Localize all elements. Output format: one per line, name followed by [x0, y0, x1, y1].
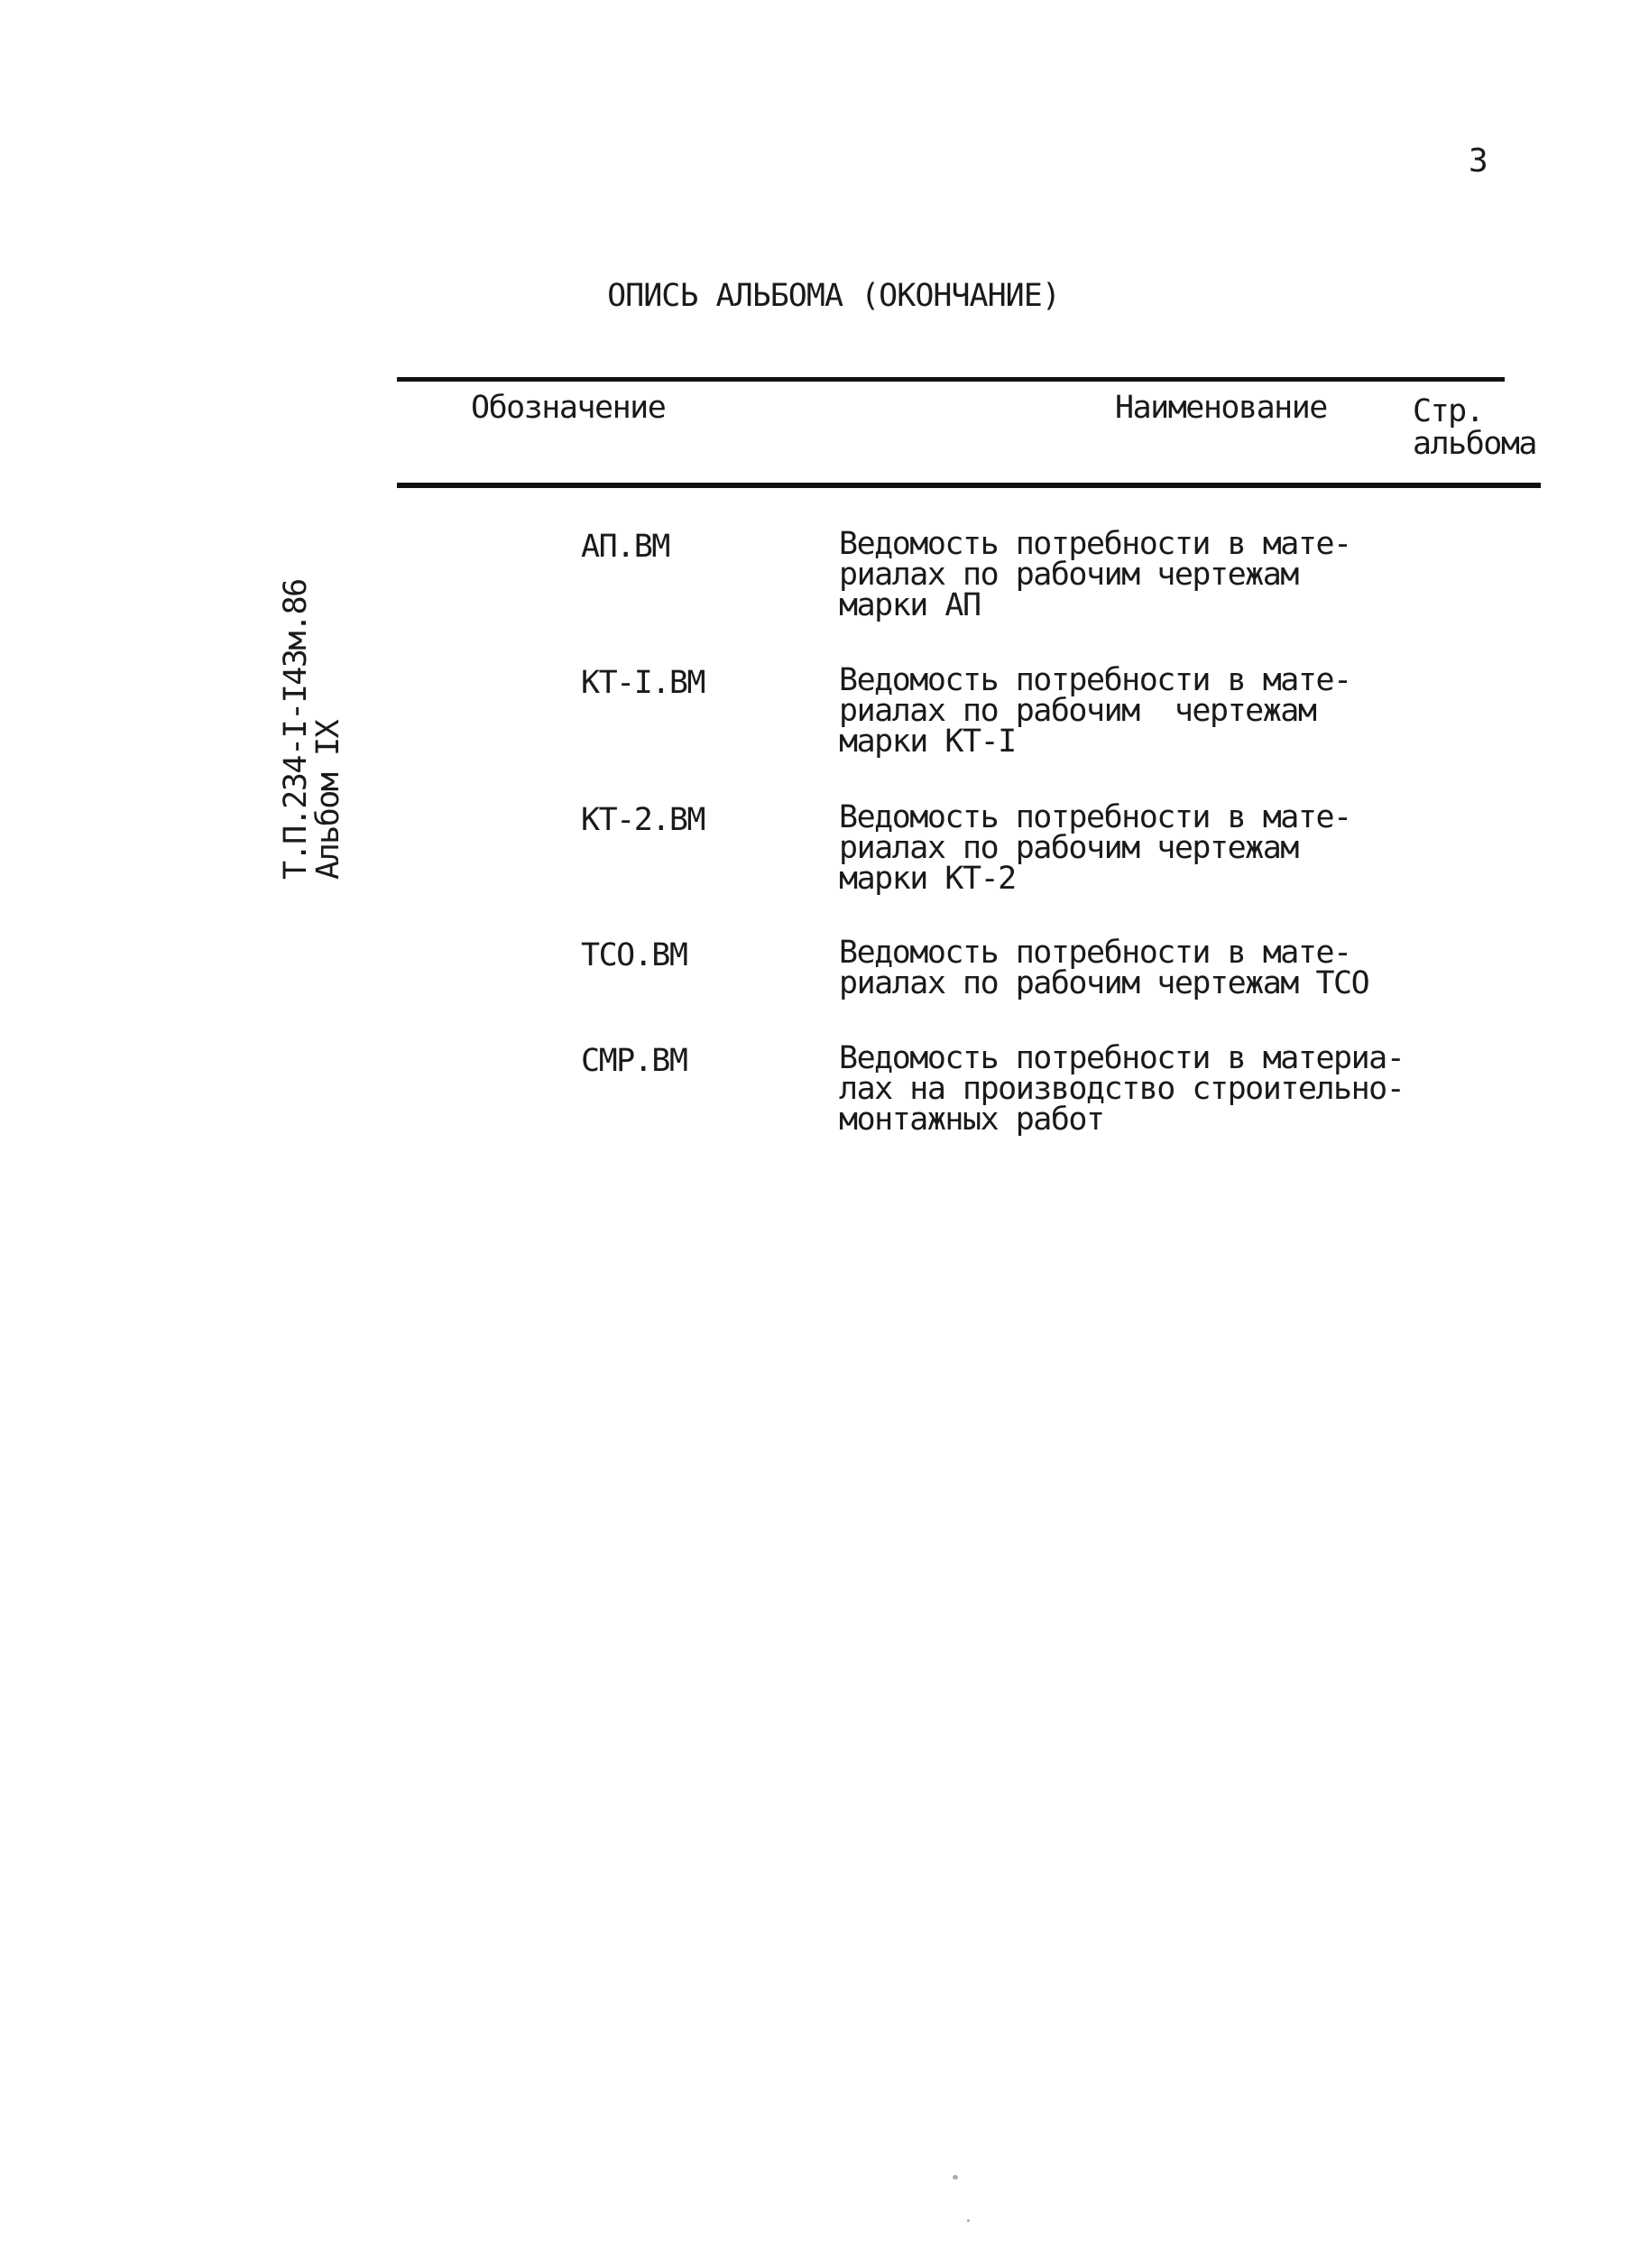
row-name-line: риалах по рабочим чертежам — [839, 557, 1298, 593]
row-name-line: Ведомость потребности в мате- — [839, 526, 1351, 562]
side-note — [280, 579, 345, 880]
row-name-line: марки КТ-2 — [839, 861, 1016, 897]
header-page — [1413, 395, 1536, 460]
scan-speck — [953, 2175, 958, 2180]
row-name-line: Ведомость потребности в мате- — [839, 799, 1351, 835]
document-title: ОПИСЬ АЛЬБОМА (ОКОНЧАНИЕ) — [607, 278, 1060, 314]
table-header-rule — [397, 483, 1541, 488]
header-code: Обозначение — [471, 390, 666, 426]
row-code: КТ-I.ВМ — [581, 665, 705, 701]
row-code: СМР.ВМ — [581, 1043, 687, 1079]
row-name — [839, 799, 1351, 897]
row-name-line: монтажных работ — [839, 1102, 1104, 1138]
header-page-line1: Стр. — [1413, 393, 1484, 429]
row-code: АП.ВМ — [581, 529, 669, 565]
row-name-line: Ведомость потребности в мате- — [839, 935, 1351, 971]
row-name-line: Ведомость потребности в мате- — [839, 662, 1351, 698]
row-name — [839, 1040, 1405, 1138]
table-top-rule — [397, 377, 1505, 382]
scan-speck — [967, 2219, 970, 2222]
row-name-line: риалах по рабочим чертежам ТСО — [839, 965, 1369, 1001]
row-name — [839, 937, 1368, 999]
row-name-line: Ведомость потребности в материа- — [839, 1040, 1405, 1076]
row-name-line: марки КТ-I — [839, 724, 1016, 760]
row-name-line: лах на производство строительно- — [839, 1071, 1405, 1107]
row-name — [839, 662, 1351, 760]
side-note-line1: Т.П.234-I-I43м.86 — [278, 579, 314, 880]
side-note-line2: Альбом IX — [310, 720, 346, 880]
header-page-line2: альбома — [1413, 426, 1537, 462]
header-name: Наименование — [1115, 390, 1327, 426]
row-name-line: риалах по рабочим чертежам — [839, 830, 1298, 866]
row-name — [839, 526, 1351, 623]
page-number: 3 — [1469, 143, 1488, 180]
row-code: ТСО.ВМ — [581, 937, 687, 973]
row-name-line: марки АП — [839, 587, 981, 623]
row-name-line: риалах по рабочим чертежам — [839, 693, 1316, 729]
row-code: КТ-2.ВМ — [581, 802, 705, 838]
